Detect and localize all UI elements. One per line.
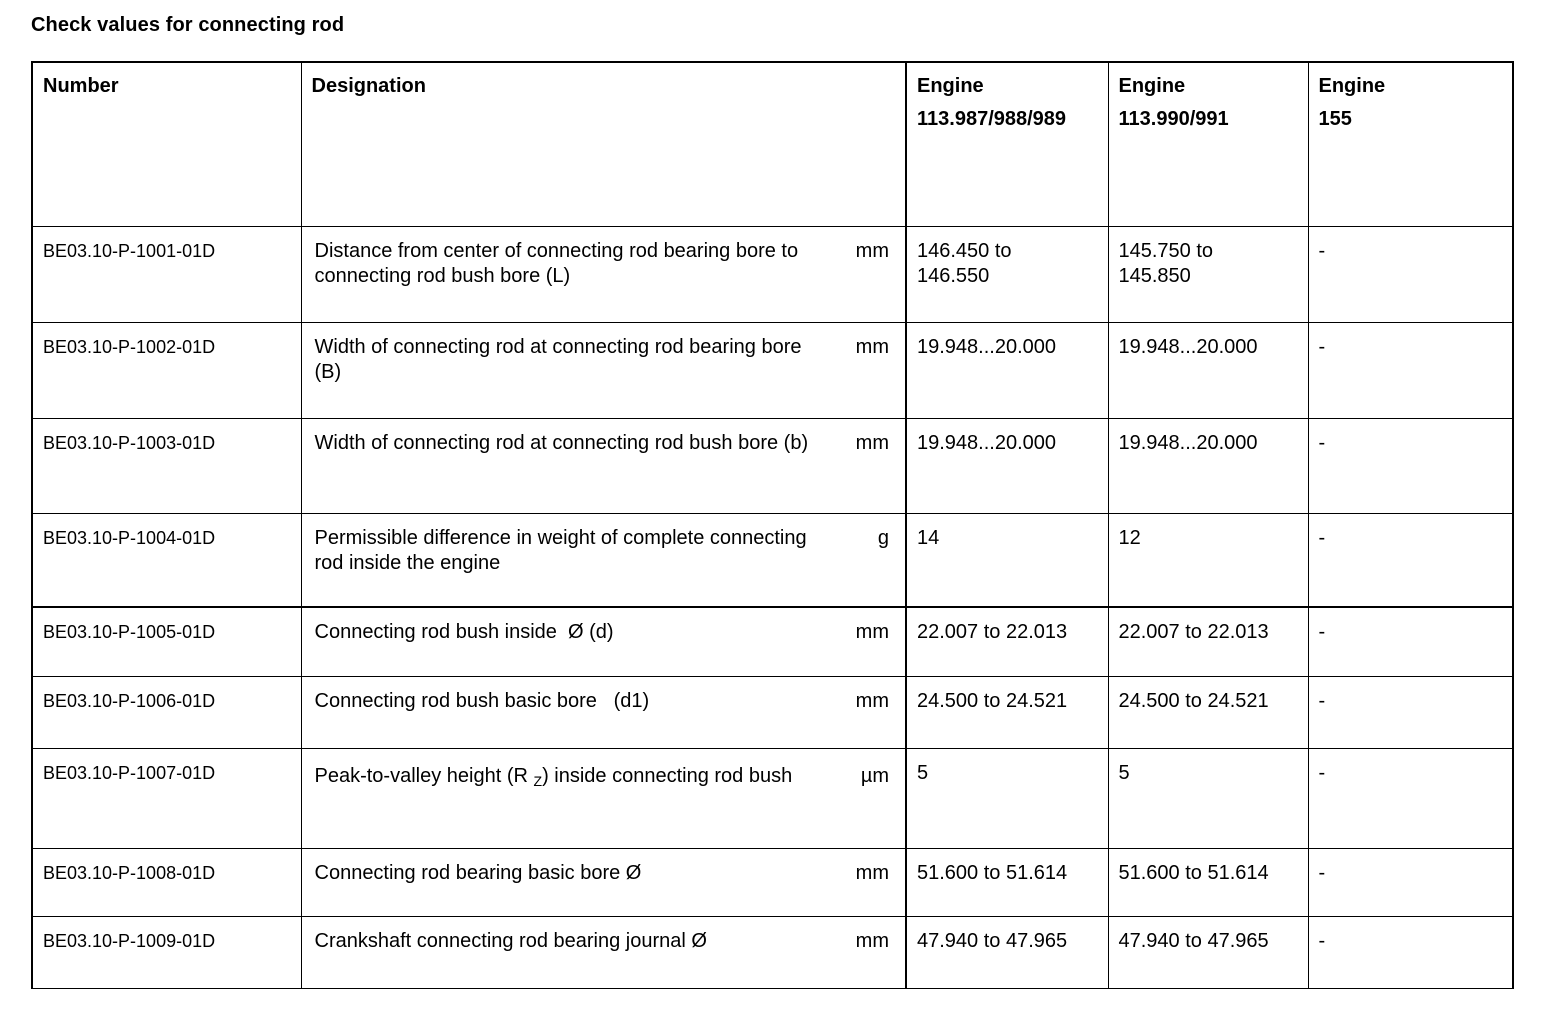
row-designation: Distance from center of connecting rod bearing bore to connecting rod bush bore (L) mm: [301, 226, 906, 322]
row-unit: mm: [855, 431, 889, 454]
row-designation: Connecting rod bush basic bore (d1) mm: [301, 676, 906, 748]
row-engine-3-value: -: [1308, 748, 1513, 848]
row-engine-2-value: 145.750 to 145.850: [1108, 226, 1308, 322]
row-number: BE03.10-P-1009-01D: [32, 916, 301, 988]
row-engine-2-value: 19.948...20.000: [1108, 418, 1308, 513]
header-engine-3: Engine 155: [1308, 62, 1513, 226]
row-unit: mm: [855, 689, 889, 712]
row-engine-3-value: -: [1308, 513, 1513, 607]
table-row: [32, 607, 1513, 676]
row-designation: Connecting rod bearing basic bore Ø mm: [301, 848, 906, 916]
row-number: BE03.10-P-1008-01D: [32, 848, 301, 916]
row-number: BE03.10-P-1006-01D: [32, 676, 301, 748]
row-number: BE03.10-P-1007-01D: [32, 748, 301, 848]
table-row: [32, 418, 1513, 513]
row-number: BE03.10-P-1001-01D: [32, 226, 301, 322]
row-engine-1-value: 14: [906, 513, 1108, 607]
row-designation: Permissible difference in weight of complete connecting rod inside the engine g: [301, 513, 906, 607]
row-unit: mm: [855, 335, 889, 358]
row-designation: Peak-to-valley height (R $_Z$) inside connecting rod bush µm: [301, 748, 906, 848]
row-engine-1-value: 19.948...20.000: [906, 418, 1108, 513]
row-engine-3-value: -: [1308, 848, 1513, 916]
row-designation: Connecting rod bush inside Ø (d) mm: [301, 607, 906, 676]
row-engine-3-value: -: [1308, 916, 1513, 988]
row-engine-1-value: 146.450 to 146.550: [906, 226, 1108, 322]
row-number: BE03.10-P-1005-01D: [32, 607, 301, 676]
row-unit: µm: [860, 764, 889, 787]
row-engine-3-value: -: [1308, 676, 1513, 748]
row-unit: g: [877, 526, 889, 549]
row-engine-2-value: 22.007 to 22.013: [1108, 607, 1308, 676]
row-engine-1-value: 51.600 to 51.614: [906, 848, 1108, 916]
header-designation: Designation: [301, 62, 906, 226]
row-engine-2-value: 24.500 to 24.521: [1108, 676, 1308, 748]
row-designation: Width of connecting rod at connecting rod bearing bore (B) mm: [301, 322, 906, 418]
row-unit: mm: [855, 861, 889, 884]
row-unit: mm: [855, 929, 889, 952]
row-engine-2-value: 5: [1108, 748, 1308, 848]
row-engine-3-value: -: [1308, 226, 1513, 322]
page-title: Check values for connecting rod: [31, 14, 345, 36]
row-engine-3-value: -: [1308, 322, 1513, 418]
row-designation: Width of connecting rod at connecting rod bush bore (b) mm: [301, 418, 906, 513]
table-row: [32, 916, 1513, 988]
header-engine-1: Engine 113.987/988/989: [906, 62, 1108, 226]
row-unit: mm: [855, 239, 889, 262]
row-engine-3-value: -: [1308, 607, 1513, 676]
row-designation: Crankshaft connecting rod bearing journal Ø mm: [301, 916, 906, 988]
subscript-z: Z: [533, 772, 543, 789]
row-engine-1-value: 5: [906, 748, 1108, 848]
row-number: BE03.10-P-1002-01D: [32, 322, 301, 418]
table-row: [32, 748, 1513, 848]
row-number: BE03.10-P-1004-01D: [32, 513, 301, 607]
header-engine-2: Engine 113.990/991: [1108, 62, 1308, 226]
row-engine-3-value: -: [1308, 418, 1513, 513]
row-engine-1-value: 47.940 to 47.965: [906, 916, 1108, 988]
table-row: [32, 676, 1513, 748]
header-number: Number: [32, 62, 301, 226]
row-engine-2-value: 51.600 to 51.614: [1108, 848, 1308, 916]
check-values-table: [31, 61, 1514, 989]
table-row: [32, 848, 1513, 916]
table-header-row: [32, 62, 1513, 226]
table-row: [32, 322, 1513, 418]
row-engine-2-value: 12: [1108, 513, 1308, 607]
table-row: [32, 226, 1513, 322]
row-unit: mm: [855, 621, 889, 643]
row-engine-1-value: 19.948...20.000: [906, 322, 1108, 418]
row-engine-1-value: 24.500 to 24.521: [906, 676, 1108, 748]
row-engine-1-value: 22.007 to 22.013: [906, 607, 1108, 676]
table-row: [32, 513, 1513, 607]
row-number: BE03.10-P-1003-01D: [32, 418, 301, 513]
row-engine-2-value: 19.948...20.000: [1108, 322, 1308, 418]
row-engine-2-value: 47.940 to 47.965: [1108, 916, 1308, 988]
